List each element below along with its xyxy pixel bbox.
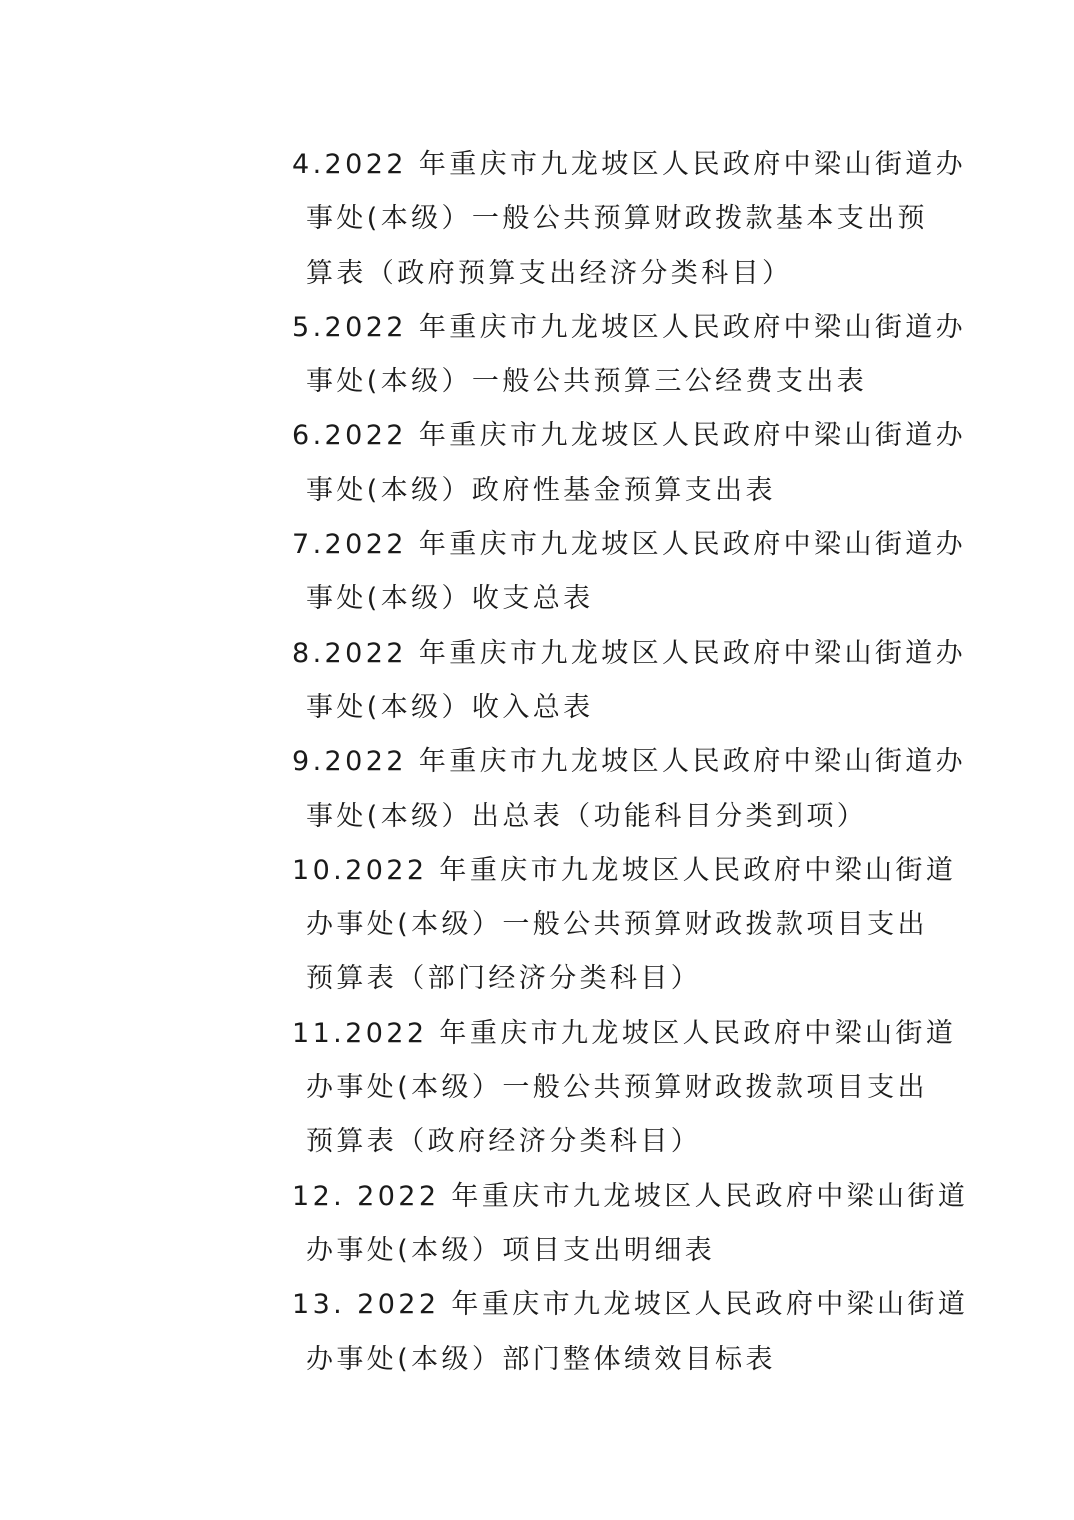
toc-entry-line: 4.2022 年重庆市九龙坡区人民政府中梁山街道办 [292, 149, 967, 180]
toc-entry-9 [292, 735, 967, 844]
toc-entry-line: 5.2022 年重庆市九龙坡区人民政府中梁山街道办 [292, 311, 967, 343]
toc-entry-10 [292, 844, 957, 1007]
toc-entry-7 [292, 518, 967, 627]
toc-entry-13 [292, 1278, 969, 1387]
table-of-contents [292, 138, 969, 1387]
toc-entry-line: 8.2022 年重庆市九龙坡区人民政府中梁山街道办 [292, 637, 967, 669]
toc-entry-line: 事处(本级）出总表（功能科目分类到项） [306, 800, 868, 832]
toc-entry-line: 10.2022 年重庆市九龙坡区人民政府中梁山街道 [292, 854, 957, 886]
toc-entry-line: 事处(本级）收支总表 [306, 583, 594, 615]
toc-entry-line: 9.2022 年重庆市九龙坡区人民政府中梁山街道办 [292, 746, 967, 778]
toc-entry-5 [292, 301, 967, 410]
toc-entry-line: 预算表（政府经济分类科目） [306, 1126, 702, 1158]
toc-entry-6 [292, 409, 967, 518]
toc-entry-line: 事处(本级）收入总表 [306, 691, 594, 723]
toc-entry-line: 事处(本级）一般公共预算三公经费支出表 [306, 366, 868, 398]
toc-entry-line: 算表（政府预算支出经济分类科目） [306, 257, 793, 289]
toc-entry-line: 12. 2022 年重庆市九龙坡区人民政府中梁山街道 [292, 1180, 969, 1212]
toc-entry-12 [292, 1170, 969, 1279]
toc-entry-line: 办事处(本级）一般公共预算财政拨款项目支出 [306, 1072, 928, 1104]
toc-entry-line: 预算表（部门经济分类科目） [306, 963, 702, 995]
toc-entry-line: 7.2022 年重庆市九龙坡区人民政府中梁山街道办 [292, 529, 967, 561]
toc-entry-line: 13. 2022 年重庆市九龙坡区人民政府中梁山街道 [292, 1289, 969, 1321]
toc-entry-11 [292, 1007, 957, 1170]
toc-entry-4 [292, 138, 967, 301]
toc-entry-line: 11.2022 年重庆市九龙坡区人民政府中梁山街道 [292, 1017, 957, 1049]
toc-entry-line: 办事处(本级）项目支出明细表 [306, 1234, 716, 1266]
toc-entry-line: 事处(本级）政府性基金预算支出表 [306, 474, 776, 506]
toc-entry-line: 事处(本级）一般公共预算财政拨款基本支出预 [306, 203, 928, 235]
toc-entry-8 [292, 627, 967, 736]
toc-entry-line: 办事处(本级）部门整体绩效目标表 [306, 1343, 776, 1375]
toc-entry-line: 6.2022 年重庆市九龙坡区人民政府中梁山街道办 [292, 420, 967, 452]
toc-entry-line: 办事处(本级）一般公共预算财政拨款项目支出 [306, 909, 928, 941]
